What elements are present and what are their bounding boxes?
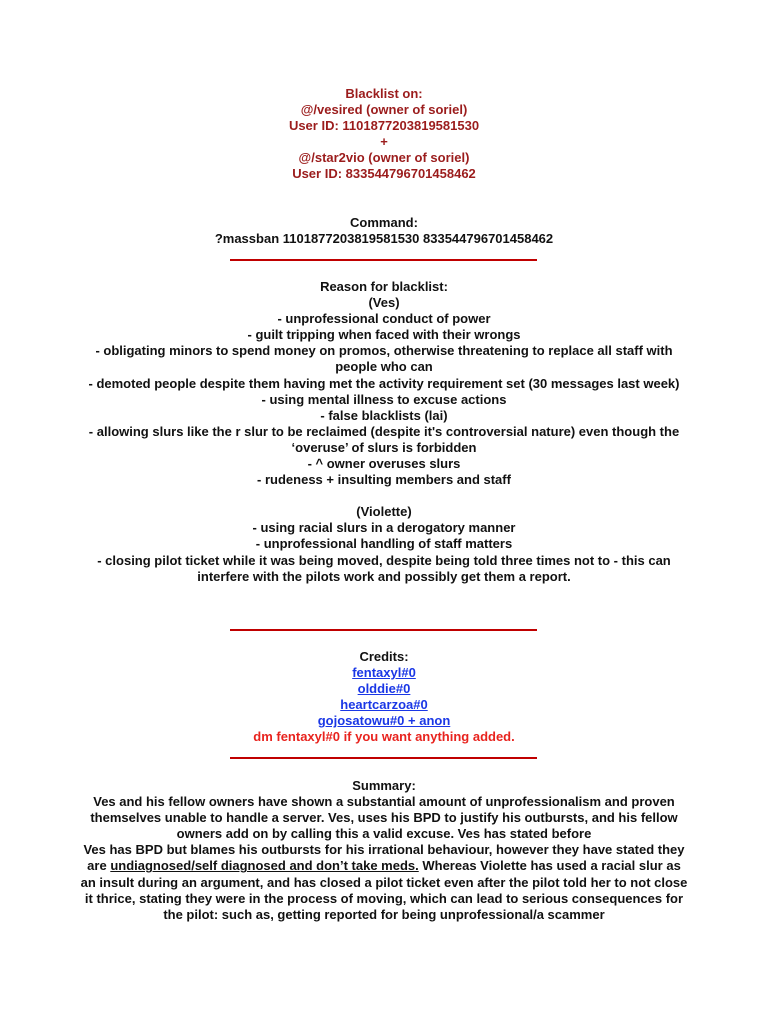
divider-3 [230,757,537,759]
summary-text: Whereas Violette has used a racial slur as an insult during an argument, and has closed a pilot ticket even after the pilot told her to not close it thrice, stating they were in the process of moving, which can lead to serious consequences for the pilot: such as, getting reported for being unprofessional/a scammer [80,858,688,922]
spacer [84,488,684,504]
user1-id: User ID: 1101877203819581530 [288,118,480,134]
ves-reason: - guilt tripping when faced with their wrongs [247,327,521,343]
divider-2 [230,629,537,631]
violette-reason: - closing pilot ticket while it was being moved, despite being told three times not to - this can interfere with the pilots work and possibly get them a report. [97,552,671,584]
summary-paragraph-2 [80,842,688,922]
user2-handle: @/star2vio (owner of soriel) [298,150,470,166]
credit-link-olddie[interactable]: olddie#0 [357,681,411,697]
divider-1 [230,259,537,261]
ves-reason: - false blacklists (lai) [320,407,448,423]
ves-label: (Ves) [368,295,400,311]
reasons-heading: Reason for blacklist: [320,279,448,294]
ves-reason: - rudeness + insulting members and staff [257,472,511,488]
summary-section [80,778,688,923]
command-text: ?massban 1101877203819581530 833544796701458462 [214,231,554,247]
command-heading: Command: [350,215,418,230]
credit-link-fentaxyl[interactable]: fentaxyl#0 [352,665,416,681]
violette-label: (Violette) [356,504,412,520]
credits-section [84,649,684,746]
ves-reason: - unprofessional conduct of power [277,311,491,327]
blacklist-heading: Blacklist on: [345,86,423,101]
ves-reason: - using mental illness to excuse actions [261,391,507,407]
ves-reason: - allowing slurs like the r slur to be reclaimed (despite it's controversial nature) even though the ‘overuse’ of slurs is forbidden [88,423,680,455]
ves-reason: - demoted people despite them having met the activity requirement set (30 messages last week) [88,375,680,391]
summary-text: Ves has BPD but blames his outbursts for his irrational behaviour, however they have stated they are [83,842,685,874]
credit-link-heartcarzoa[interactable]: heartcarzoa#0 [340,697,428,713]
plus-separator: + [380,134,388,150]
summary-underlined: undiagnosed/self diagnosed and don’t take meds. [110,858,419,874]
ves-reason: - ^ owner overuses slurs [307,456,461,472]
credit-link-gojosatowu[interactable]: gojosatowu#0 + anon [317,713,451,729]
summary-paragraph-1: Ves and his fellow owners have shown a substantial amount of unprofessionalism and proven themselves unable to handle a server. Ves, uses his BPD to justify his outbursts, and his fellow owners add on by calling this a valid excuse. Ves has stated before [90,794,678,842]
user2-id: User ID: 833544796701458462 [292,166,476,182]
credits-heading: Credits: [359,649,409,664]
user1-handle: @/vesired (owner of soriel) [300,102,468,118]
summary-heading: Summary: [352,778,416,793]
command-section [84,215,684,247]
violette-reason: - using racial slurs in a derogatory manner [252,520,516,536]
ves-reason: - obligating minors to spend money on promos, otherwise threatening to replace all staff with people who can [95,343,673,375]
reasons-section [84,279,684,585]
credits-note: dm fentaxyl#0 if you want anything added. [253,729,515,745]
blacklist-section [84,86,684,183]
violette-reason: - unprofessional handling of staff matters [255,536,513,552]
